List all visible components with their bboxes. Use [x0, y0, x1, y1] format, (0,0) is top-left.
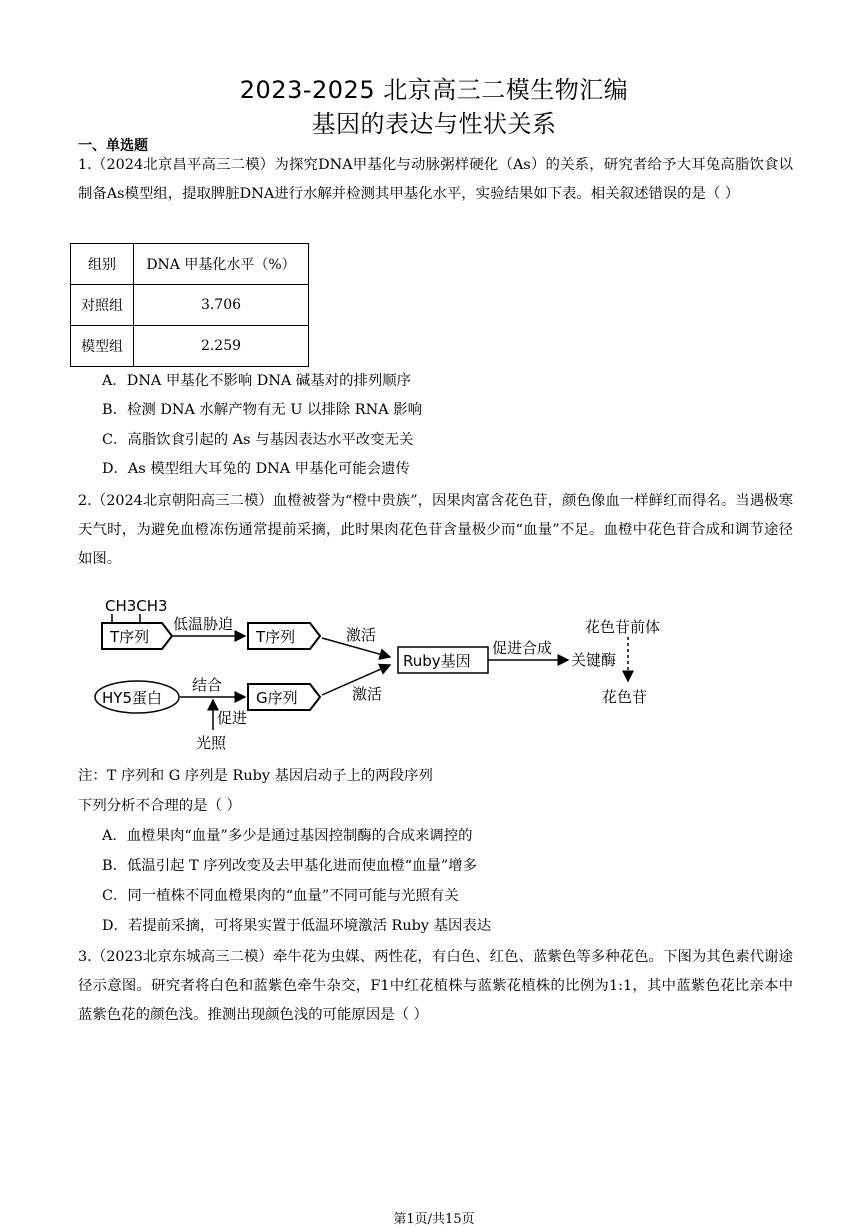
g-sequence-label: G序列: [256, 689, 298, 707]
question-2-ask: 下列分析不合理的是（ ）: [78, 798, 241, 814]
bind-label: 结合: [192, 676, 223, 694]
methyl-label: CH3CH3: [105, 597, 168, 615]
table-header-row: [71, 244, 309, 285]
precursor-label: 花色苷前体: [585, 618, 661, 636]
t-sequence-label: T序列: [110, 628, 150, 646]
question-1-stem: 1.（2024北京昌平高三二模）为探究DNA甲基化与动脉粥样硬化（As）的关系，研究者给予大耳兔高脂饮食以制备As模型组，提取脾脏DNA进行水解并检测其甲基化水平，实验结果如下表。相关叙述错误的是（ ）: [78, 157, 793, 202]
anthocyanin-pathway-diagram: [90, 585, 710, 755]
table-cell: 对照组: [71, 285, 134, 326]
q2-option-c: C．同一植株不同血橙果肉的“血量”不同可能与光照有关: [102, 888, 459, 904]
key-enzyme-label: 关键酶: [571, 651, 617, 669]
promote-label: 促进: [217, 709, 248, 727]
question-3-stem: 3.（2023北京东城高三二模）牵牛花为虫媒、两性花，有白色、红色、蓝紫色等多种花色。下图为其色素代谢途径示意图。研究者将白色和蓝紫色牵牛杂交，F1中红花植株与蓝紫花植株的比例为1:1，其中蓝紫色花比亲本中蓝紫色花的颜色浅。推测出现颜色浅的可能原因是（ ）: [78, 949, 793, 1023]
document-subtitle: 基因的表达与性状关系: [311, 110, 557, 138]
light-label: 光照: [196, 734, 227, 752]
t-sequence-label-2: T序列: [256, 628, 296, 646]
q1-option-c: C．高脂饮食引起的 As 与基因表达水平改变无关: [102, 432, 414, 448]
table-cell: 2.259: [134, 326, 309, 367]
ruby-gene-label: Ruby基因: [403, 652, 471, 670]
q2-option-b: B．低温引起 T 序列改变及去甲基化进而使血橙“血量”增多: [102, 858, 478, 874]
table-cell: 3.706: [134, 285, 309, 326]
section-heading: 一、单选题: [78, 138, 148, 154]
table-header-cell: 组别: [71, 244, 134, 285]
document-title: 2023-2025 北京高三二模生物汇编: [239, 76, 629, 104]
activate-label-2: 激活: [352, 685, 383, 703]
low-temp-label: 低温胁迫: [173, 615, 234, 633]
question-2-stem: 2.（2024北京朝阳高三二模）血橙被誉为“橙中贵族”，因果肉富含花色苷，颜色像血一样鲜红而得名。当遇极寒天气时，为避免血橙冻伤通常提前采摘，此时果肉花色苷含量极少而“血量”不足。血橙中花色苷合成和调节途径如图。: [78, 493, 793, 567]
table-row: [71, 285, 309, 326]
q2-option-d: D．若提前采摘，可将果实置于低温环境激活 Ruby 基因表达: [102, 918, 492, 934]
methylation-table: [70, 243, 309, 367]
diagram-note: 注：T 序列和 G 序列是 Ruby 基因启动子上的两段序列: [78, 768, 433, 784]
table-header-cell: DNA 甲基化水平（%）: [134, 244, 309, 285]
anthocyanin-label: 花色苷: [602, 688, 648, 706]
hy5-protein-label: HY5蛋白: [102, 689, 162, 707]
q1-option-a: A．DNA 甲基化不影响 DNA 碱基对的排列顺序: [102, 373, 412, 389]
promote-synthesis-label: 促进合成: [492, 639, 553, 657]
table-row: [71, 326, 309, 367]
table-cell: 模型组: [71, 326, 134, 367]
q1-option-d: D．As 模型组大耳兔的 DNA 甲基化可能会遗传: [102, 461, 410, 477]
q2-option-a: A．血橙果肉“血量”多少是通过基因控制酶的合成来调控的: [102, 828, 473, 844]
q1-option-b: B．检测 DNA 水解产物有无 U 以排除 RNA 影响: [102, 402, 422, 418]
page-footer: 第1页/共15页: [393, 1212, 475, 1227]
activate-label-1: 激活: [346, 626, 377, 644]
